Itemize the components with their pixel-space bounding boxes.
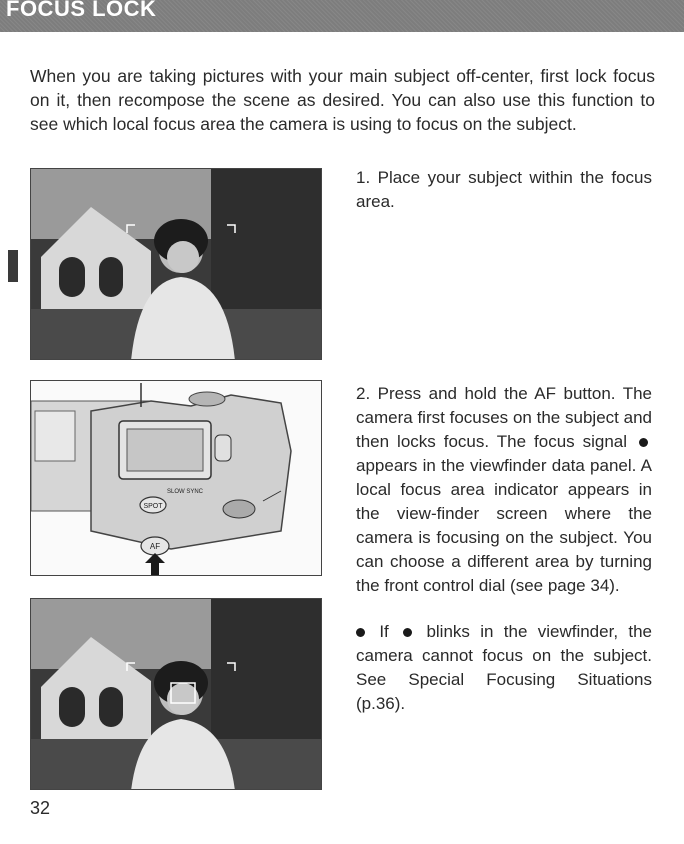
photo-subject-in-focus-area (30, 168, 322, 360)
note-rest: blinks in the viewfinder, the camera cannot focus on the subject. See Special Focusing Situations (p.36). (356, 622, 652, 713)
photo-focus-indicator (30, 598, 322, 790)
step-1-text: 1. Place your subject within the focus area. (356, 168, 652, 211)
intro-paragraph: When you are taking pictures with your main subject off-center, first lock focus on it, then recompose the scene as desired. You can also use this function to see which local focus area the camera is using to focus on the subject. (30, 66, 655, 134)
header-bar (0, 0, 684, 32)
step-2-text-start: 2. Press and hold the AF button. The camera first focuses on the subject and then locks focus. The focus signal (356, 384, 652, 451)
page-number: 32 (30, 798, 51, 818)
step-2-text (356, 382, 652, 598)
af-button-label: AF (149, 542, 161, 551)
step-2-text-end: appears in the viewfinder data panel. A local focus area indicator appears in the view-finder screen where the camera is focusing on the subject. You can choose a different area by turning the front control dial (see page 34). (356, 456, 652, 595)
spot-button-label: SPOT (143, 503, 163, 510)
camera-back-illustration (30, 380, 322, 576)
note-text (356, 620, 652, 716)
note-if: If (379, 622, 389, 641)
focus-signal-icon (639, 438, 648, 447)
page-title: FOCUS LOCK (6, 0, 157, 21)
focus-signal-icon (403, 628, 412, 637)
section-tab-marker (8, 250, 18, 282)
bullet-icon (356, 628, 365, 637)
slow-sync-label: SLOW SYNC (167, 489, 204, 495)
